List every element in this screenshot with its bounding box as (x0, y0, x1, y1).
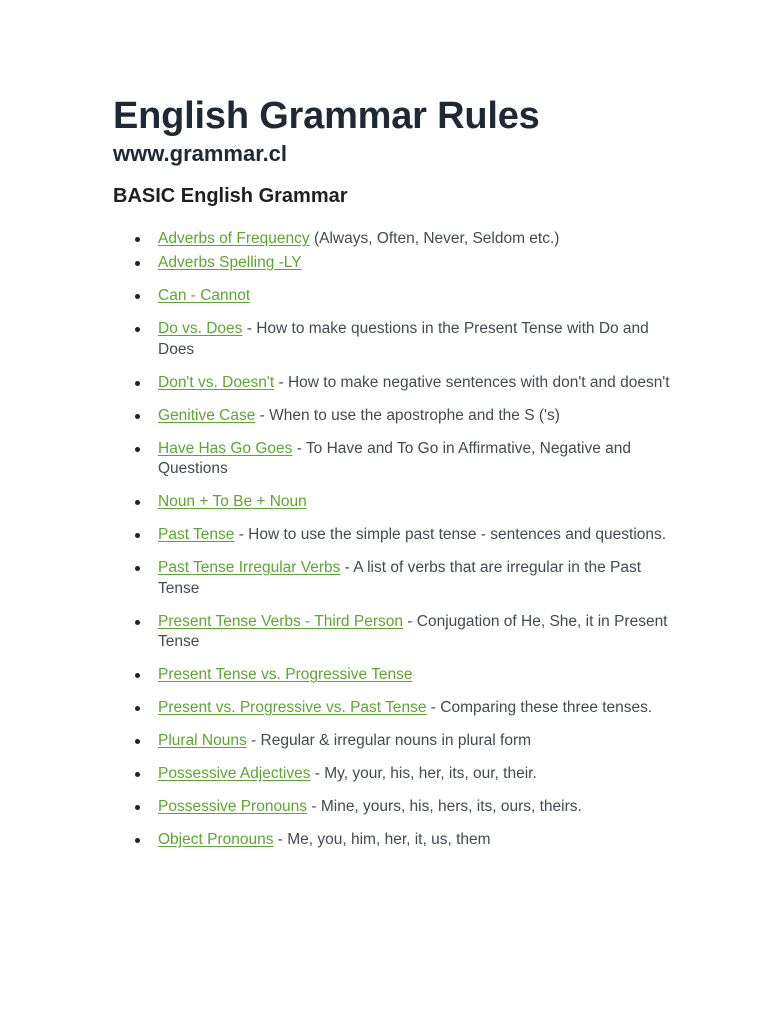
topic-link[interactable]: Noun + To Be + Noun (158, 493, 307, 510)
site-url: www.grammar.cl (113, 141, 288, 166)
topic-link[interactable]: Plural Nouns (158, 732, 247, 749)
bullet-icon (135, 673, 140, 678)
list-item (113, 253, 673, 274)
list-item (113, 319, 673, 360)
topic-description: - How to make questions in the Present Tense with Do and Does (158, 320, 649, 358)
list-item (113, 698, 673, 719)
bullet-icon (135, 447, 140, 452)
topic-link[interactable]: Present vs. Progressive vs. Past Tense (158, 699, 427, 716)
topic-description: - Comparing these three tenses. (426, 699, 653, 716)
topic-description: - Me, you, him, her, it, us, them (273, 831, 491, 848)
list-item (113, 731, 673, 752)
bullet-icon (135, 500, 140, 505)
bullet-icon (135, 566, 140, 571)
list-item (113, 830, 673, 851)
topic-link[interactable]: Adverbs Spelling -LY (158, 254, 302, 271)
bullet-icon (135, 327, 140, 332)
bullet-icon (135, 838, 140, 843)
bullet-icon (135, 805, 140, 810)
list-item (113, 665, 673, 686)
topic-link[interactable]: Present Tense vs. Progressive Tense (158, 666, 413, 683)
bullet-icon (135, 706, 140, 711)
topic-description: (Always, Often, Never, Seldom etc.) (309, 230, 560, 247)
list-item (113, 797, 673, 818)
topic-link[interactable]: Do vs. Does (158, 320, 243, 337)
topic-link[interactable]: Adverbs of Frequency (158, 230, 310, 247)
list-item (113, 373, 673, 394)
topic-link[interactable]: Object Pronouns (158, 831, 274, 848)
document-page (113, 92, 673, 863)
bullet-icon (135, 620, 140, 625)
bullet-icon (135, 261, 140, 266)
list-item (113, 286, 673, 307)
section-heading: BASIC English Grammar (113, 185, 348, 207)
list-item (113, 558, 673, 599)
topic-link[interactable]: Past Tense Irregular Verbs (158, 559, 341, 576)
topic-description: - Mine, yours, his, hers, its, ours, theirs. (307, 798, 582, 815)
topic-description: - How to make negative sentences with don't and doesn't (274, 373, 670, 391)
bullet-icon (135, 772, 140, 777)
topic-description: - Regular & irregular nouns in plural form (246, 732, 532, 749)
topic-link[interactable]: Genitive Case (158, 406, 256, 424)
topic-link[interactable]: Past Tense (158, 526, 235, 543)
topic-description: - Conjugation of He, She, it in Present Tense (158, 612, 668, 650)
topic-link[interactable]: Can - Cannot (158, 287, 251, 304)
bullet-icon (135, 533, 140, 538)
bullet-icon (135, 237, 140, 242)
topic-description: - When to use the apostrophe and the S ('s) (255, 406, 560, 424)
page-title: English Grammar Rules (113, 95, 540, 137)
bullet-icon (135, 739, 140, 744)
list-item (113, 406, 673, 427)
list-item (113, 764, 673, 785)
list-item (113, 612, 673, 653)
topic-description: - To Have and To Go in Affirmative, Negative and Questions (158, 439, 632, 477)
bullet-icon (135, 294, 140, 299)
topic-description: - My, your, his, her, its, our, their. (310, 765, 537, 782)
topic-link[interactable]: Possessive Adjectives (158, 765, 311, 782)
topic-link[interactable]: Don't vs. Doesn't (158, 373, 275, 391)
topic-link[interactable]: Present Tense Verbs - Third Person (158, 612, 403, 630)
topic-link[interactable]: Have Has Go Goes (158, 439, 293, 457)
bullet-icon (135, 414, 140, 419)
topic-link[interactable]: Possessive Pronouns (158, 798, 308, 815)
topic-description: - How to use the simple past tense - sentences and questions. (234, 526, 667, 543)
list-item (113, 439, 673, 480)
topic-description: - A list of verbs that are irregular in the Past Tense (158, 559, 642, 597)
topic-list (113, 229, 673, 851)
bullet-icon (135, 381, 140, 386)
list-item (113, 492, 673, 513)
list-item (113, 525, 673, 546)
list-item (113, 229, 673, 250)
